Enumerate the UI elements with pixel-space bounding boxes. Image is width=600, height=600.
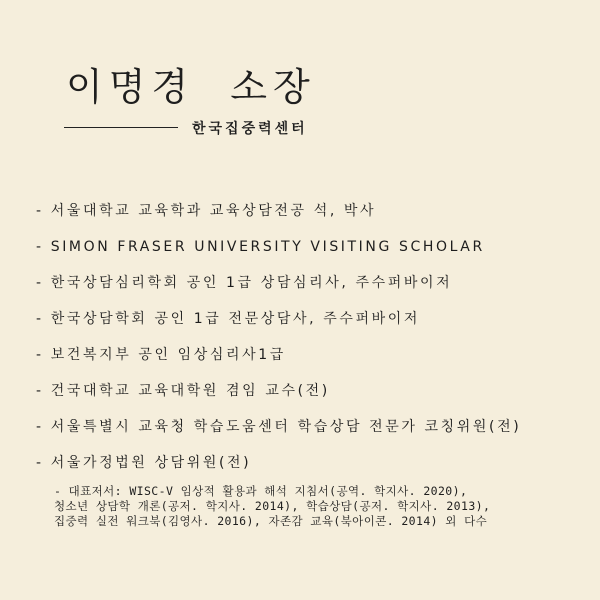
career-item: - 서울특별시 교육청 학습도움센터 학습상담 전문가 코칭위원(전) bbox=[36, 419, 522, 435]
career-item: - 보건복지부 공인 임상심리사1급 bbox=[36, 347, 286, 363]
career-list bbox=[36, 200, 596, 488]
publications-note bbox=[54, 484, 594, 529]
career-item: - 서울가정법원 상담위원(전) bbox=[36, 455, 252, 471]
publications-line: 집중력 실전 워크북(김영사. 2016), 자존감 교육(북아이콘. 2014) 외 다수 bbox=[54, 514, 488, 528]
profile-name: 이명경 소장 bbox=[66, 65, 316, 109]
career-item: - 한국상담심리학회 공인 1급 상담심리사, 주수퍼바이저 bbox=[36, 275, 453, 291]
publications-line: - 대표저서: WISC-V 임상적 활용과 해석 지침서(공역. 학지사. 2020), bbox=[54, 484, 468, 498]
publications-line: 청소년 상담학 개론(공저. 학지사. 2014), 학습상담(공저. 학지사. 2013), bbox=[54, 499, 491, 513]
career-item: - 한국상담학회 공인 1급 전문상담사, 주수퍼바이저 bbox=[36, 311, 420, 327]
career-item: - 건국대학교 교육대학원 겸임 교수(전) bbox=[36, 383, 330, 399]
career-item: - 서울대학교 교육학과 교육상담전공 석, 박사 bbox=[36, 203, 377, 219]
title-divider bbox=[64, 127, 178, 128]
career-item: - SIMON FRASER UNIVERSITY VISITING SCHOLAR bbox=[36, 239, 485, 255]
organization-name: 한국집중력센터 bbox=[192, 121, 308, 137]
